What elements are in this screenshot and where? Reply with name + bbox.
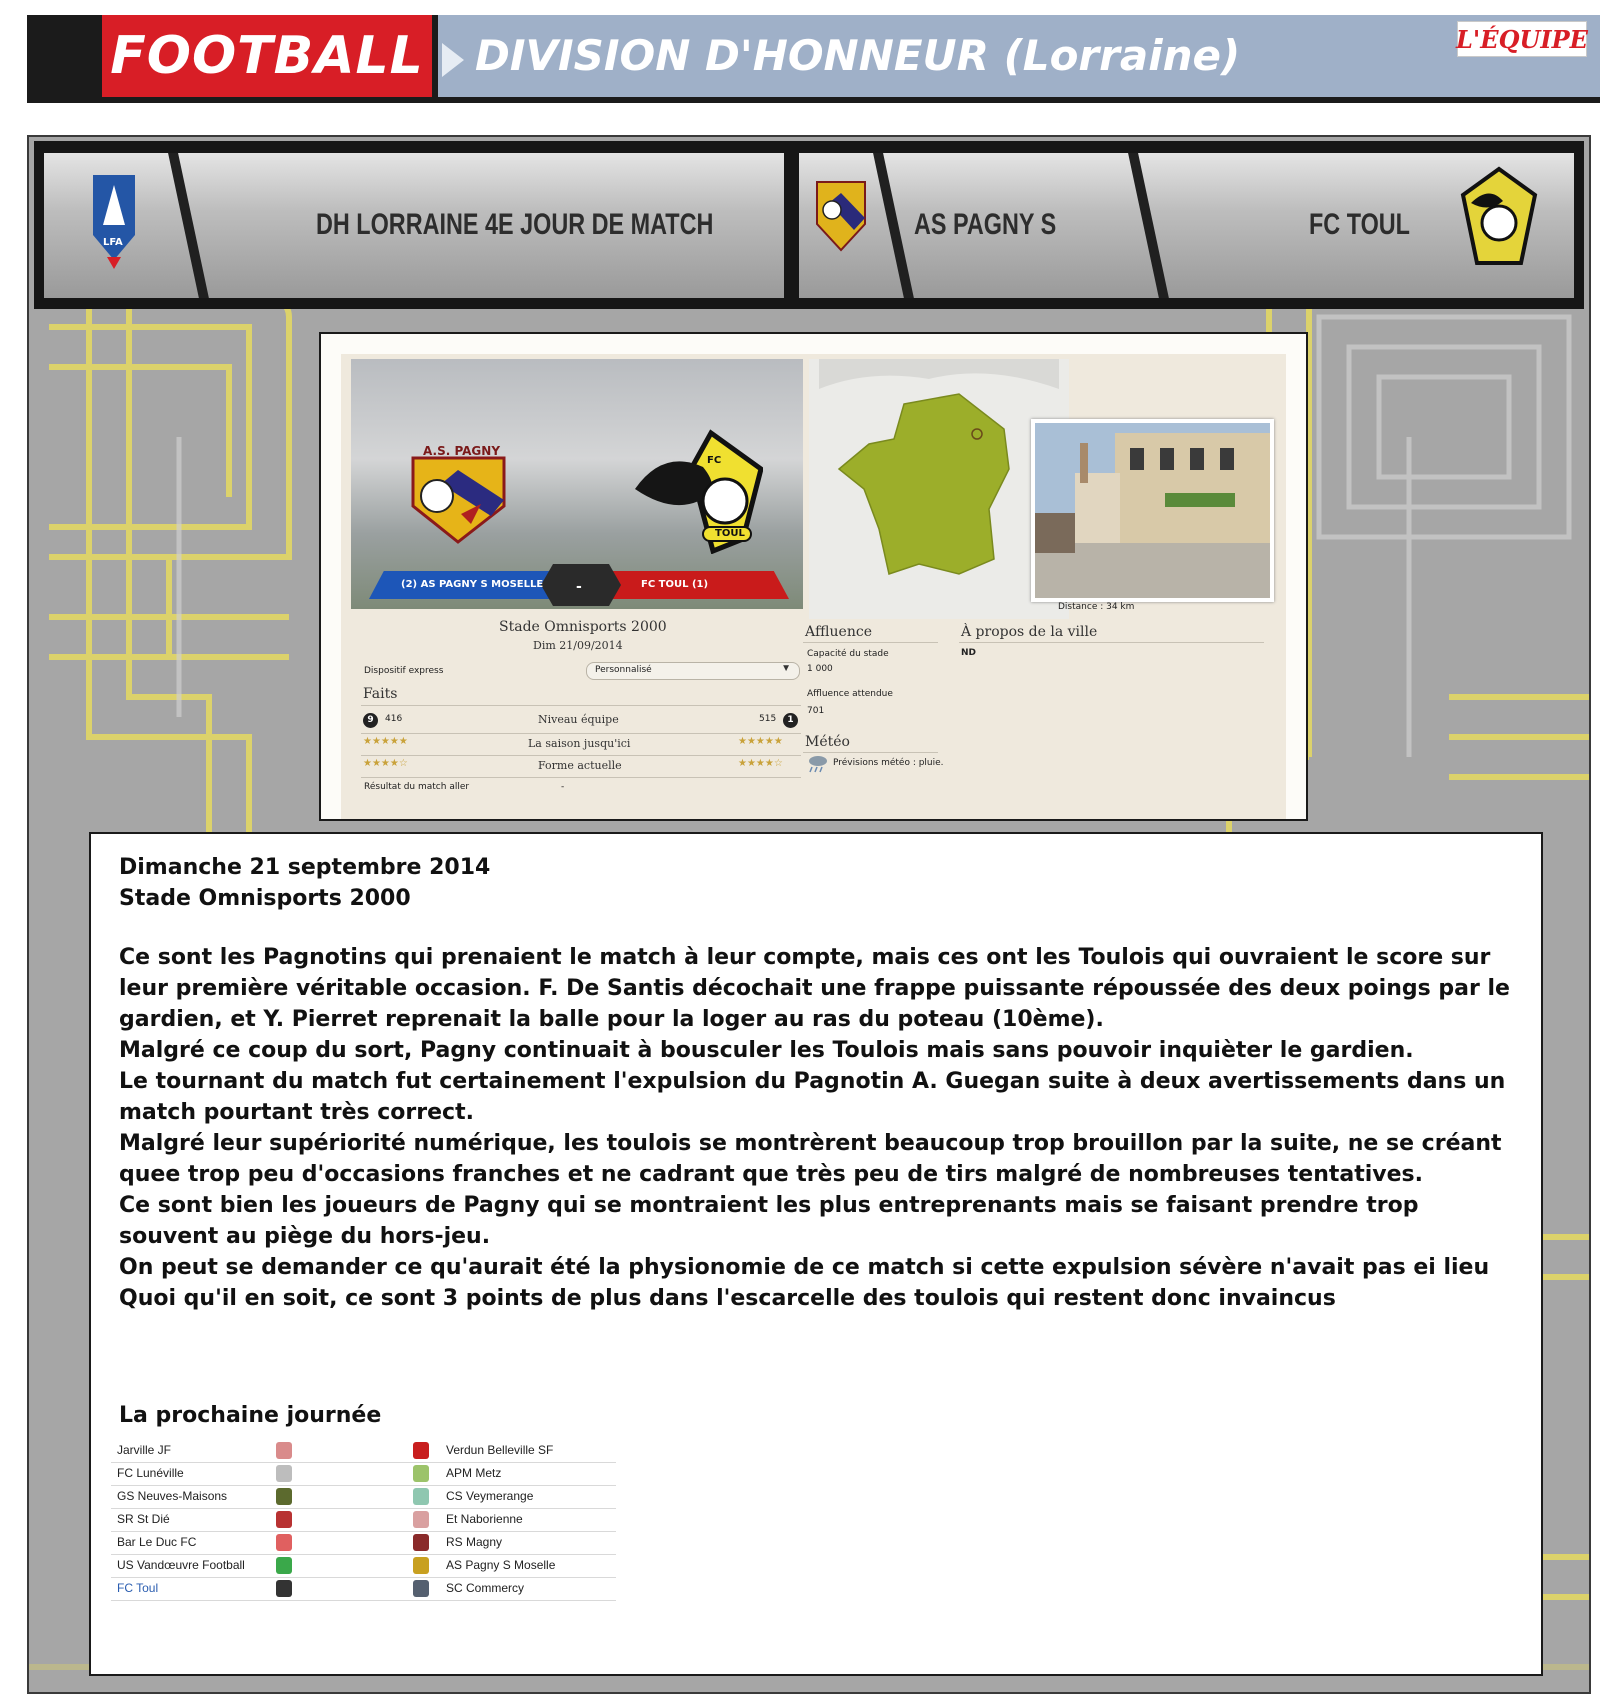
attendue-value: 701 bbox=[807, 706, 825, 716]
away-team[interactable]: CS Veymerange bbox=[446, 1489, 534, 1503]
fact-left-value: 416 bbox=[385, 714, 403, 724]
fixture-row[interactable] bbox=[111, 1439, 616, 1463]
fixture-row[interactable] bbox=[111, 1485, 616, 1509]
away-team[interactable]: APM Metz bbox=[446, 1466, 502, 1480]
federation-logo bbox=[89, 165, 139, 275]
header-banner bbox=[27, 15, 1600, 103]
meteo-title: Météo bbox=[805, 734, 850, 750]
aller-label: Résultat du match aller bbox=[364, 782, 470, 792]
article-stadium: Stade Omnisports 2000 bbox=[119, 886, 411, 911]
article-paragraph: Le tournant du match fut certainement l'expulsion du Pagnotin A. Guegan suite à deux avertissements dans un match pourtant très correct. bbox=[119, 1069, 1506, 1125]
away-team-name: FC TOUL bbox=[1309, 208, 1410, 241]
ville-title: À propos de la ville bbox=[961, 624, 1098, 640]
match-strip bbox=[34, 141, 1584, 309]
home-crest-icon bbox=[276, 1511, 292, 1528]
home-badge bbox=[814, 178, 868, 253]
federation-label: LFA bbox=[103, 237, 123, 248]
away-team[interactable]: RS Magny bbox=[446, 1535, 503, 1549]
away-crest-icon bbox=[413, 1580, 429, 1597]
faits-divider bbox=[361, 705, 801, 706]
form-stars-left: ★★★★☆ bbox=[363, 758, 408, 769]
away-crest-icon bbox=[413, 1557, 429, 1574]
home-team[interactable]: FC Toul bbox=[117, 1581, 159, 1595]
article-paragraph: Quoi qu'il en soit, ce sont 3 points de plus dans l'escarcelle des toulois qui restent donc invaincus bbox=[119, 1286, 1336, 1311]
article-paragraph: Ce sont bien les joueurs de Pagny qui se montraient les plus entreprenants mais se faisant prendre trop souvent au piège du hors-jeu. bbox=[119, 1193, 1419, 1249]
faits-title: Faits bbox=[363, 686, 398, 702]
division-title: DIVISION D'HONNEUR (Lorraine) bbox=[475, 31, 1241, 80]
meteo-divider bbox=[803, 752, 938, 753]
article-paragraph: Ce sont les Pagnotins qui prenaient le match à leur compte, mais ces ont les Toulois qui ouvraient le score sur leur première véritable occasion. F. De Santis décochait une frappe puissante répoussée des deux poings par le gardien, et Y. Pierret reprenait la balle pour la loger au ras du poteau (10ème). bbox=[119, 945, 1510, 1032]
home-crest-icon bbox=[276, 1465, 292, 1482]
ville-divider bbox=[959, 642, 1264, 643]
article-paragraph: On peut se demander ce qu'aurait été la physionomie de ce match si cette expulsion sévère n'avait pas ei lieu bbox=[119, 1255, 1490, 1280]
away-team[interactable]: Et Naborienne bbox=[446, 1512, 523, 1526]
divider-slash bbox=[871, 153, 917, 298]
divider-slash bbox=[1126, 153, 1172, 298]
next-round-title: La prochaine journée bbox=[119, 1403, 382, 1428]
matchday-panel bbox=[44, 153, 784, 298]
home-bar-label: (2) AS PAGNY S MOSELLE bbox=[401, 579, 544, 590]
article-paragraph: Malgré leur supériorité numérique, les toulois se montrèrent beaucoup trop brouillon par la suite, ne se créant quee trop peu d'occasions franches et ne cadrant que très peu de tirs malgré de nombreuses tentatives. bbox=[119, 1131, 1502, 1187]
brand-name: L'ÉQUIPE bbox=[1456, 24, 1588, 54]
away-team[interactable]: Verdun Belleville SF bbox=[446, 1443, 554, 1457]
article-body bbox=[119, 942, 1519, 1314]
meteo-text: Prévisions météo : pluie. bbox=[833, 758, 944, 768]
france-map bbox=[809, 359, 1069, 619]
fixture-row[interactable] bbox=[111, 1508, 616, 1532]
next-round-table bbox=[111, 1439, 616, 1609]
match-preview-screenshot bbox=[319, 332, 1308, 821]
home-crest-icon bbox=[276, 1442, 292, 1459]
dispositif-label: Dispositif express bbox=[364, 666, 444, 676]
toul-badge-icon bbox=[1459, 165, 1539, 275]
banner-black-block bbox=[27, 15, 102, 103]
article-paragraph: Malgré ce coup du sort, Pagny continuait à bousculer les Toulois mais sans pouvoir inquièter le gardien. bbox=[119, 1038, 1414, 1063]
affluence-title: Affluence bbox=[805, 624, 872, 640]
home-team[interactable]: US Vandœuvre Football bbox=[117, 1558, 245, 1572]
home-crest-icon bbox=[276, 1534, 292, 1551]
ville-value: ND bbox=[961, 648, 977, 658]
article-date: Dimanche 21 septembre 2014 bbox=[119, 855, 491, 880]
dispositif-select[interactable] bbox=[586, 662, 800, 680]
match-date: Dim 21/09/2014 bbox=[533, 639, 623, 652]
capacite-label: Capacité du stade bbox=[807, 649, 889, 659]
facts-row bbox=[363, 735, 803, 755]
away-crest-icon bbox=[413, 1465, 429, 1482]
home-team[interactable]: Bar Le Duc FC bbox=[117, 1535, 197, 1549]
home-crest bbox=[411, 444, 506, 544]
season-stars-right: ★★★★★ bbox=[738, 736, 783, 747]
home-team[interactable]: GS Neuves-Maisons bbox=[117, 1489, 228, 1503]
away-crest bbox=[633, 429, 763, 554]
away-crest-top: FC bbox=[707, 455, 722, 466]
teams-panel bbox=[799, 153, 1574, 298]
home-team[interactable]: SR St Dié bbox=[117, 1512, 170, 1526]
pagny-crest-icon bbox=[411, 444, 506, 544]
away-crest-icon bbox=[413, 1534, 429, 1551]
away-team[interactable]: SC Commercy bbox=[446, 1581, 525, 1595]
away-crest-icon bbox=[413, 1511, 429, 1528]
town-photo bbox=[1031, 419, 1274, 602]
home-team[interactable]: FC Lunéville bbox=[117, 1466, 184, 1480]
fff-shield-icon bbox=[89, 165, 139, 275]
home-team-name: AS PAGNY S bbox=[914, 208, 1057, 241]
home-team[interactable]: Jarville JF bbox=[117, 1443, 172, 1457]
facts-row bbox=[363, 757, 803, 777]
france-map-icon bbox=[809, 359, 1069, 619]
away-crest-label: TOUL bbox=[715, 528, 745, 539]
away-crest-icon bbox=[413, 1488, 429, 1505]
row-divider bbox=[361, 777, 801, 778]
article-panel bbox=[89, 832, 1543, 1676]
season-stars-left: ★★★★★ bbox=[363, 736, 408, 747]
content-frame bbox=[27, 135, 1591, 1694]
fact-label: La saison jusqu'ici bbox=[528, 737, 631, 750]
capacite-value: 1 000 bbox=[807, 664, 833, 674]
fact-label: Forme actuelle bbox=[538, 759, 622, 772]
rain-cloud-icon bbox=[807, 754, 829, 774]
row-divider bbox=[361, 755, 801, 756]
divider-slash bbox=[166, 153, 212, 298]
arrow-right-icon bbox=[442, 43, 464, 77]
form-stars-right: ★★★★☆ bbox=[738, 758, 783, 769]
match-card bbox=[351, 359, 803, 609]
home-crest-icon bbox=[276, 1580, 292, 1597]
banner-underline bbox=[27, 97, 1600, 103]
distance-label: Distance : 34 km bbox=[1058, 602, 1135, 612]
brand-logo bbox=[1457, 21, 1587, 57]
fixture-row[interactable] bbox=[111, 1462, 616, 1486]
away-crest-icon bbox=[413, 1442, 429, 1459]
away-team[interactable]: AS Pagny S Moselle bbox=[446, 1558, 556, 1572]
affluence-divider bbox=[803, 642, 938, 643]
attendue-label: Affluence attendue bbox=[807, 689, 893, 699]
away-bar-label: FC TOUL (1) bbox=[641, 579, 709, 590]
stadium-name: Stade Omnisports 2000 bbox=[499, 619, 667, 635]
pagny-shield-icon bbox=[814, 178, 868, 253]
fixture-row[interactable] bbox=[111, 1531, 616, 1555]
score-value: - bbox=[576, 579, 582, 595]
dispositif-value: Personnalisé bbox=[595, 665, 652, 675]
matchday-title: DH LORRAINE 4E JOUR DE MATCH bbox=[316, 208, 714, 241]
street-photo-icon bbox=[1035, 423, 1270, 598]
facts-row bbox=[363, 712, 803, 732]
sport-title: FOOTBALL bbox=[110, 26, 424, 86]
aller-value: - bbox=[561, 782, 565, 792]
fixture-row[interactable] bbox=[111, 1577, 616, 1601]
fact-right-value: 515 bbox=[759, 714, 777, 724]
home-crest-icon bbox=[276, 1557, 292, 1574]
sport-block bbox=[102, 15, 438, 97]
right-rank-badge: 1 bbox=[783, 713, 798, 728]
home-crest-label: A.S. PAGNY bbox=[423, 444, 501, 458]
chevron-down-icon: ▼ bbox=[781, 663, 791, 674]
home-crest-icon bbox=[276, 1488, 292, 1505]
fixture-row[interactable] bbox=[111, 1554, 616, 1578]
fact-label: Niveau équipe bbox=[538, 713, 619, 726]
row-divider bbox=[361, 733, 801, 734]
away-badge bbox=[1459, 165, 1539, 275]
left-rank-badge: 9 bbox=[363, 713, 378, 728]
